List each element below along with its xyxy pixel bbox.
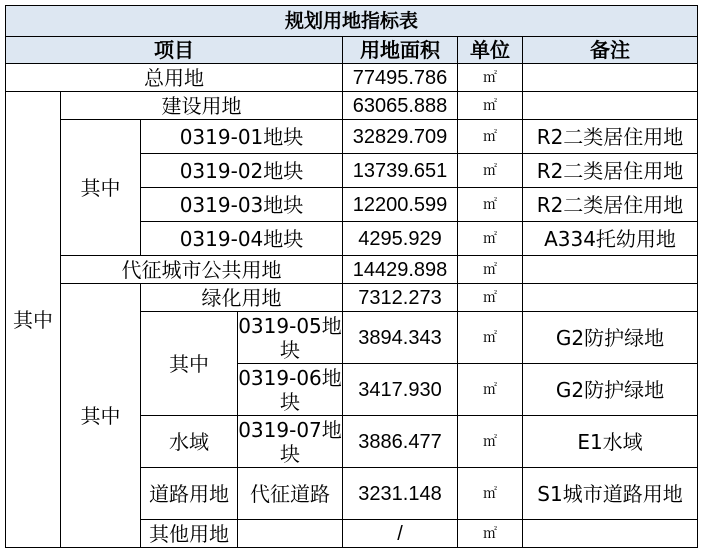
unit-cell: ㎡ bbox=[458, 416, 523, 468]
header-note: 备注 bbox=[523, 37, 698, 64]
other-land-label: 其他用地 bbox=[141, 520, 238, 548]
plot-label: 0319-04地块 bbox=[141, 222, 343, 256]
total-area: 77495.786 bbox=[343, 64, 458, 92]
plot-area: 13739.651 bbox=[343, 154, 458, 188]
table-title: 规划用地指标表 bbox=[6, 6, 698, 37]
water-label: 水域 bbox=[141, 416, 238, 468]
green-plot-label: 0319-05地块 bbox=[238, 313, 342, 362]
plot-note: R2二类居住用地 bbox=[523, 154, 698, 188]
plot-label: 0319-02地块 bbox=[141, 154, 343, 188]
road-sub-label: 代征道路 bbox=[238, 468, 343, 520]
plot-note: R2二类居住用地 bbox=[523, 188, 698, 222]
unit-cell: ㎡ bbox=[458, 120, 523, 154]
note-cell bbox=[523, 520, 698, 548]
unit-cell: ㎡ bbox=[458, 364, 523, 416]
green-plot-note: G2防护绿地 bbox=[523, 364, 698, 416]
green-plot-label: 0319-06地块 bbox=[238, 365, 342, 414]
water-note: E1水域 bbox=[523, 416, 698, 468]
construction-label: 建设用地 bbox=[61, 92, 343, 120]
plot-area: 32829.709 bbox=[343, 120, 458, 154]
plot-area: 4295.929 bbox=[343, 222, 458, 256]
unit-cell: ㎡ bbox=[458, 188, 523, 222]
note-cell bbox=[523, 256, 698, 284]
green-plot-note: G2防护绿地 bbox=[523, 312, 698, 364]
total-label: 总用地 bbox=[6, 64, 343, 92]
plot-note: A334托幼用地 bbox=[523, 222, 698, 256]
water-area: 3886.477 bbox=[343, 416, 458, 468]
green-land-area: 7312.273 bbox=[343, 284, 458, 312]
group-label-public: 其中 bbox=[61, 284, 141, 548]
unit-cell: ㎡ bbox=[458, 92, 523, 120]
road-label: 道路用地 bbox=[141, 468, 238, 520]
note-cell bbox=[523, 64, 698, 92]
plot-note: R2二类居住用地 bbox=[523, 120, 698, 154]
road-note: S1城市道路用地 bbox=[523, 468, 698, 520]
header-area: 用地面积 bbox=[343, 37, 458, 64]
unit-cell: ㎡ bbox=[458, 312, 523, 364]
plot-label: 0319-01地块 bbox=[141, 120, 343, 154]
road-area: 3231.148 bbox=[343, 468, 458, 520]
unit-cell: ㎡ bbox=[458, 154, 523, 188]
header-item: 项目 bbox=[6, 37, 343, 64]
water-plot-label: 0319-07地块 bbox=[238, 417, 342, 466]
other-land-sub bbox=[238, 520, 343, 548]
other-land-area: / bbox=[343, 520, 458, 548]
public-land-label: 代征城市公共用地 bbox=[61, 256, 343, 284]
plot-label: 0319-03地块 bbox=[141, 188, 343, 222]
unit-cell: ㎡ bbox=[458, 284, 523, 312]
note-cell bbox=[523, 284, 698, 312]
header-unit: 单位 bbox=[458, 37, 523, 64]
land-use-indicator-table bbox=[5, 5, 698, 548]
note-cell bbox=[523, 92, 698, 120]
unit-cell: ㎡ bbox=[458, 64, 523, 92]
group-label-green: 其中 bbox=[141, 312, 238, 416]
construction-area: 63065.888 bbox=[343, 92, 458, 120]
group-label-construction: 其中 bbox=[61, 120, 141, 256]
unit-cell: ㎡ bbox=[458, 520, 523, 548]
green-plot-area: 3417.930 bbox=[343, 364, 458, 416]
green-land-label: 绿化用地 bbox=[141, 284, 343, 312]
plot-area: 12200.599 bbox=[343, 188, 458, 222]
public-land-area: 14429.898 bbox=[343, 256, 458, 284]
unit-cell: ㎡ bbox=[458, 222, 523, 256]
group-label-outer: 其中 bbox=[6, 92, 61, 548]
unit-cell: ㎡ bbox=[458, 256, 523, 284]
unit-cell: ㎡ bbox=[458, 468, 523, 520]
green-plot-area: 3894.343 bbox=[343, 312, 458, 364]
